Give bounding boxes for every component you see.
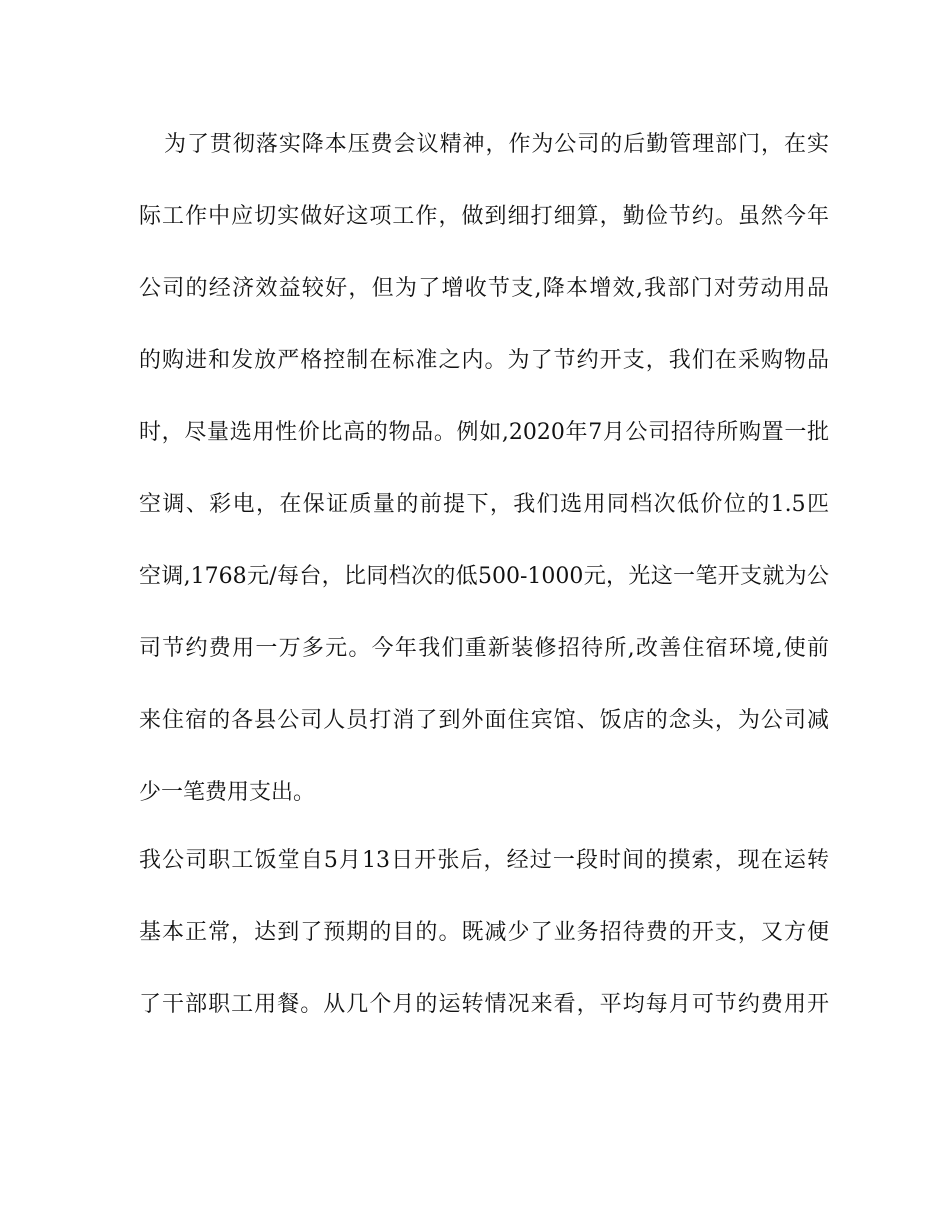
paragraph-line: 了干部职工用餐。从几个月的运转情况来看，平均每月可节约费用开 [139,992,829,1017]
paragraph-line: 来住宿的各县公司人员打消了到外面住宾馆、饭店的念头，为公司减 [139,708,829,733]
paragraph-line: 基本正常，达到了预期的目的。既减少了业务招待费的开支，又方便 [139,920,829,945]
paragraph-line: 我公司职工饭堂自5月13日开张后，经过一段时间的摸索，现在运转 [139,848,829,873]
paragraph-line: 为了贯彻落实降本压费会议精神，作为公司的后勤管理部门，在实 [164,132,829,157]
paragraph-line: 时，尽量选用性价比高的物品。例如,2020年7月公司招待所购置一批 [139,420,829,445]
paragraph-line: 公司的经济效益较好，但为了增收节支,降本增效,我部门对劳动用品 [139,276,829,301]
paragraph-line: 的购进和发放严格控制在标准之内。为了节约开支，我们在采购物品 [139,348,829,373]
paragraph-line: 司节约费用一万多元。今年我们重新装修招待所,改善住宿环境,使前 [139,636,829,661]
paragraph-line: 少一笔费用支出。 [139,780,316,805]
paragraph-line: 空调、彩电，在保证质量的前提下，我们选用同档次低价位的1.5匹 [139,492,829,517]
paragraph-line: 际工作中应切实做好这项工作，做到细打细算，勤俭节约。虽然今年 [139,204,829,229]
paragraph-line: 空调,1768元/每台，比同档次的低500-1000元，光这一笔开支就为公 [139,564,829,589]
